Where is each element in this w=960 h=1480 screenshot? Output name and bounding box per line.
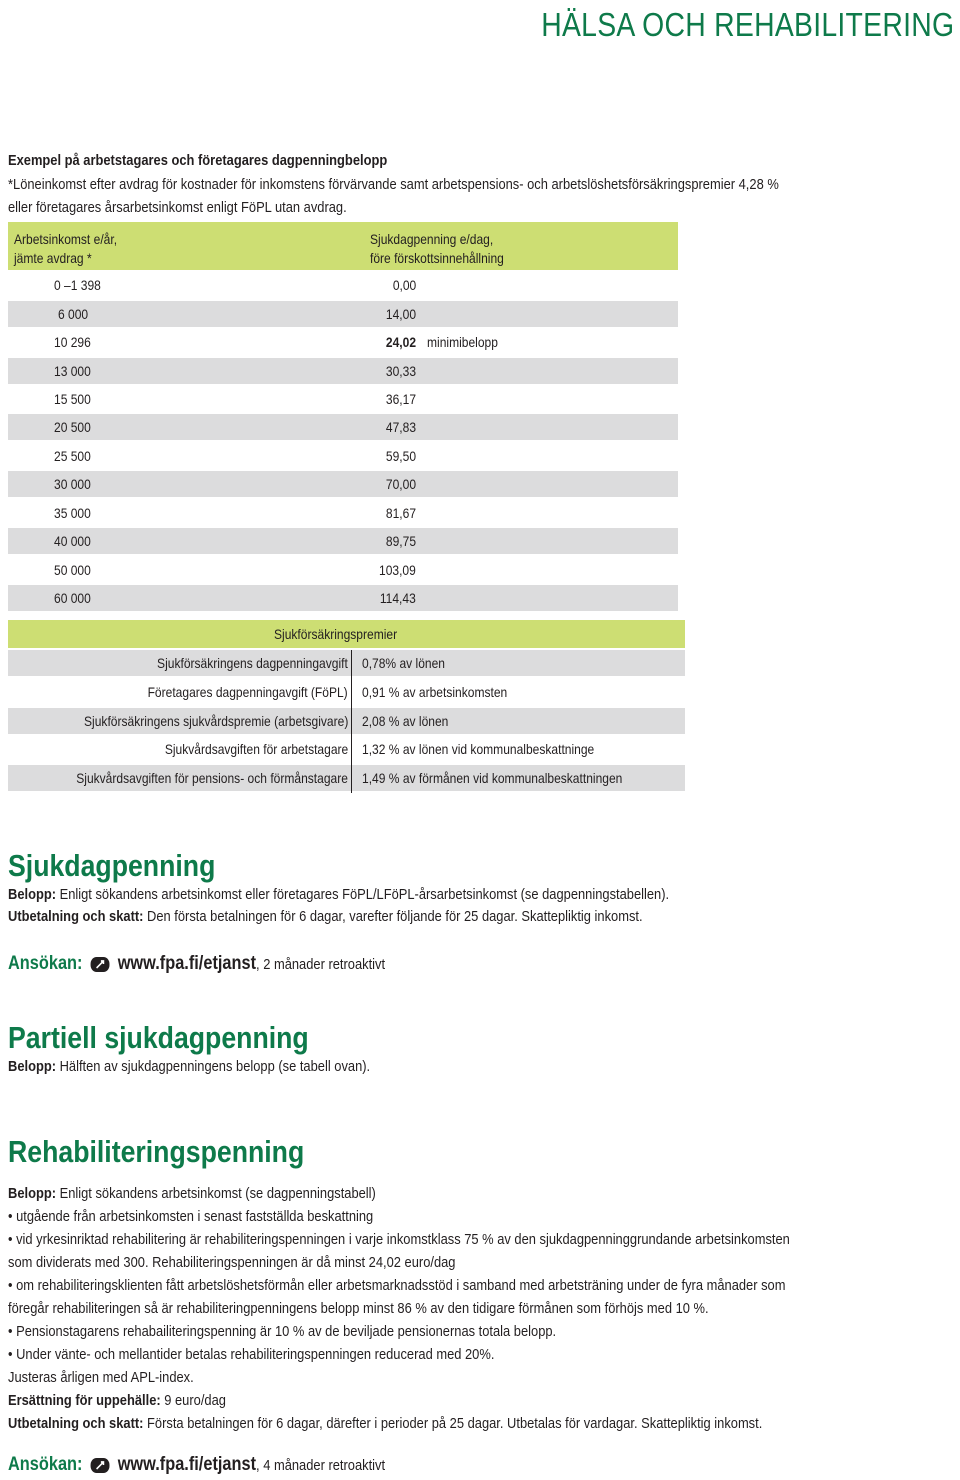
rehab-amount: Belopp: Enligt sökandens arbetsinkomst (se dagpenningstabell) (8, 1185, 376, 1202)
example-heading: Exempel på arbetstagares och företagares dagpenningbelopp (8, 152, 388, 169)
rehab-line: • vid yrkesinriktad rehabilitering är rehabiliteringspenningen i varje inkomstklass 75 % av den sjukdagpenninggrundande arbetsinkomsten (8, 1231, 790, 1248)
income-cell: 50 000 (54, 562, 91, 578)
allowance-cell: 0,00 (392, 277, 416, 293)
apply-link[interactable]: www.fpa.fi/etjanst (117, 1454, 257, 1475)
rehab-payment: Utbetalning och skatt: Första betalningen för 6 dagar, därefter i perioder på 25 dagar. Utbetalas för vardagar. Skattepliktig inkomst. (8, 1415, 763, 1432)
allowance-cell: 24,02 (385, 334, 416, 350)
income-cell: 25 500 (54, 448, 91, 464)
table-row (8, 585, 678, 611)
rehab-compensation: Ersättning för uppehälle: 9 euro/dag (8, 1392, 226, 1409)
premium-label: Sjukvårdsavgiften för arbetstagare (164, 741, 348, 757)
allowance-cell: 47,83 (385, 419, 416, 435)
allowance-cell: 14,00 (385, 306, 416, 322)
premium-row (8, 679, 685, 705)
apply-label: Ansökan: (8, 953, 83, 974)
premium-label: Sjukvårdsavgiften för pensions- och förmånstagare (76, 770, 348, 786)
table-row (8, 329, 678, 355)
allowance-cell: 36,17 (385, 391, 416, 407)
table-row (8, 500, 678, 526)
sjukdagpenning-apply (8, 953, 385, 975)
table-row (8, 471, 678, 497)
income-cell: 30 000 (54, 476, 91, 492)
table-row (8, 272, 678, 298)
income-cell: 40 000 (54, 533, 91, 549)
page-header-title: HÄLSA OCH REHABILITERING (540, 6, 954, 43)
premium-row (8, 650, 685, 676)
allowance-table-header (8, 222, 678, 270)
rehab-title: Rehabiliteringspenning (8, 1134, 305, 1169)
sjukdagpenning-title: Sjukdagpenning (8, 848, 216, 883)
computer-mouse-icon (89, 1457, 110, 1474)
allowance-cell: 59,50 (385, 448, 416, 464)
premiums-heading: Sjukförsäkringspremier (274, 626, 398, 642)
table-row (8, 443, 678, 469)
rehab-line: • om rehabiliteringsklienten fått arbetslöshetsförmån eller arbetsmarknadsstöd i samband med arbetsträning under de fyra månader som (8, 1277, 786, 1294)
income-cell: 35 000 (54, 505, 91, 521)
premiums-column-divider (351, 650, 352, 793)
allowance-cell: 103,09 (379, 562, 416, 578)
apply-retro-note: , 4 månader retroaktivt (256, 1456, 386, 1474)
table-row (8, 386, 678, 412)
premium-label: Sjukförsäkringens dagpenningavgift (157, 655, 348, 671)
table-row (8, 358, 678, 384)
intro-note-line-1: *Löneinkomst efter avdrag för kostnader för inkomstens förvärvande samt arbetspensions- och arbetslöshetsförsäkringspremier 4,28 % (8, 176, 779, 193)
premium-row (8, 765, 685, 791)
income-cell: 13 000 (54, 363, 91, 379)
income-cell: 6 000 (58, 306, 89, 322)
income-column-header: Arbetsinkomst e/år, jämte avdrag * (14, 231, 118, 266)
premium-value: 1,49 % av förmånen vid kommunalbeskattningen (362, 770, 623, 786)
apply-label: Ansökan: (8, 1454, 83, 1475)
income-cell: 20 500 (54, 419, 91, 435)
allowance-cell: 89,75 (385, 533, 416, 549)
rehab-line: • Pensionstagarens rehabailiteringspenning är 10 % av de beviljade pensionernas totala belopp. (8, 1323, 557, 1340)
minimum-note: minimibelopp (427, 334, 498, 350)
premiums-table-header (8, 620, 685, 648)
intro-note-line-2: eller företagares årsarbetsinkomst enligt FöPL utan avdrag. (8, 199, 347, 216)
rehab-apply (8, 1454, 385, 1476)
premium-row (8, 708, 685, 734)
premium-label: Sjukförsäkringens sjukvårdspremie (arbetsgivare) (83, 713, 348, 729)
premium-value: 1,32 % av lönen vid kommunalbeskattninge (362, 741, 595, 757)
rehab-line: • Under vänte- och mellantider betalas rehabiliteringspenningen reducerad med 20%. (8, 1346, 495, 1363)
income-cell: 10 296 (54, 334, 91, 350)
rehab-line: • utgående från arbetsinkomsten i senast fastställda beskattning (8, 1208, 374, 1225)
rehab-line: som dividerats med 300. Rehabiliteringspenningen är då minst 24,02 euro/dag (8, 1254, 456, 1271)
table-row (8, 557, 678, 583)
table-row (8, 301, 678, 327)
allowance-cell: 114,43 (380, 590, 416, 606)
premium-value: 0,78% av lönen (362, 655, 446, 671)
premium-value: 2,08 % av lönen (362, 713, 449, 729)
computer-mouse-icon (89, 956, 110, 973)
table-row (8, 528, 678, 554)
sjukdagpenning-amount: Belopp: Enligt sökandens arbetsinkomst eller företagares FöPL/LFöPL-årsarbetsinkomst (se dagpenningstabellen). (8, 886, 670, 903)
rehab-line: föregår rehabiliteringen så är rehabiliteringpenningens belopp minst 86 % av den tidigare förmånen som förhöjs med 10 %. (8, 1300, 709, 1317)
partiell-amount: Belopp: Hälften av sjukdagpenningens belopp (se tabell ovan). (8, 1058, 371, 1075)
sjukdagpenning-payment: Utbetalning och skatt: Den första betalningen för 6 dagar, varefter följande för 25 dagar. Skattepliktig inkomst. (8, 908, 643, 925)
allowance-cell: 70,00 (385, 476, 416, 492)
allowance-cell: 30,33 (385, 363, 416, 379)
apply-link[interactable]: www.fpa.fi/etjanst (117, 953, 257, 974)
rehab-line: Justeras årligen med APL-index. (8, 1369, 194, 1386)
table-row (8, 414, 678, 440)
allowance-column-header: Sjukdagpenning e/dag, före förskottsinnehållning (370, 231, 504, 266)
partiell-title: Partiell sjukdagpenning (8, 1020, 309, 1055)
allowance-cell: 81,67 (385, 505, 416, 521)
premium-value: 0,91 % av arbetsinkomsten (362, 684, 508, 700)
premium-row (8, 736, 685, 762)
income-cell: 15 500 (54, 391, 91, 407)
premium-label: Företagares dagpenningavgift (FöPL) (147, 684, 348, 700)
income-cell: 60 000 (54, 590, 91, 606)
apply-retro-note: , 2 månader retroaktivt (256, 955, 386, 973)
income-cell: 0 –1 398 (54, 277, 101, 293)
